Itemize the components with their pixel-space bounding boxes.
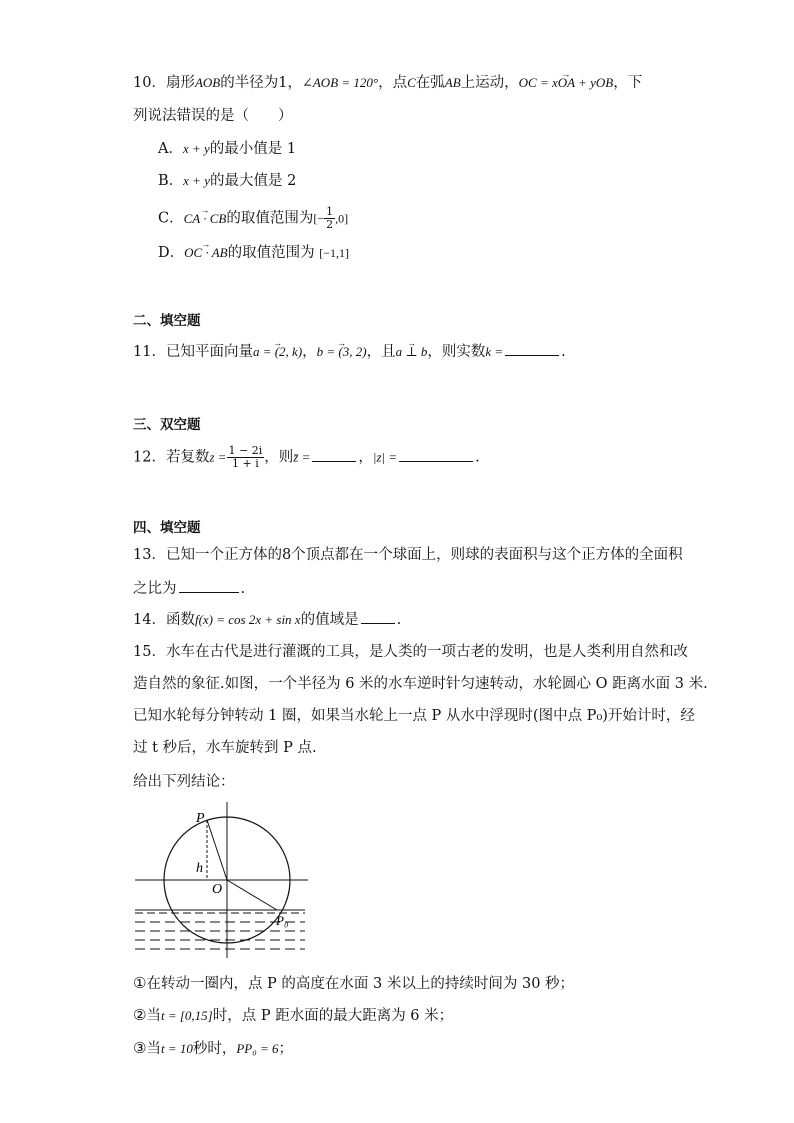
option-range: [−1,1] bbox=[319, 246, 349, 260]
q11-line bbox=[133, 341, 566, 362]
q12-fraction bbox=[227, 445, 265, 470]
q10-text: 的半径为1， bbox=[220, 75, 302, 91]
q15-conclusion-1 bbox=[133, 973, 574, 994]
q10-sector-name: AOB bbox=[194, 75, 221, 90]
q10-angle: ∠AOB = 120° bbox=[301, 75, 379, 90]
q10-text: 上运动， bbox=[460, 75, 519, 91]
answer-blank[interactable] bbox=[399, 447, 473, 462]
q15-line3: 已知水轮每分钟转动 1 圈，如果当水轮上一点 P 从水中浮现时(图中点 P₀)开始计时，经 bbox=[133, 708, 695, 724]
water-wheel-figure bbox=[130, 800, 310, 960]
q10-text: ，下 bbox=[613, 75, 643, 91]
option-label: C． bbox=[158, 210, 184, 227]
conclusion-text: 时，点 P 距水面的最大距离为 6 米； bbox=[212, 1008, 454, 1024]
q10-vector-equation: → OC = xOA + yOB bbox=[519, 73, 614, 93]
conclusion-text: 当 bbox=[146, 1041, 161, 1057]
option-expr: x + y bbox=[183, 173, 210, 188]
answer-blank[interactable] bbox=[505, 341, 559, 356]
q11-vector-a: → a = (2, k) bbox=[253, 342, 302, 362]
conclusion-text: 秒时， bbox=[192, 1041, 237, 1057]
q15-conclusion-3 bbox=[133, 1038, 293, 1059]
section-heading-2: 二、填空题 bbox=[133, 313, 201, 329]
q10-option-b bbox=[158, 171, 296, 191]
circled-number-2: ② bbox=[133, 1006, 147, 1024]
radius-op0 bbox=[227, 880, 277, 910]
q10-stem-line2: 列说法错误的是（ ） bbox=[133, 108, 293, 124]
q12-end: . bbox=[475, 449, 480, 466]
q10-text: ，点 bbox=[378, 75, 408, 91]
label-p: P bbox=[196, 811, 205, 826]
q12-text: ，则 bbox=[264, 449, 294, 466]
q13-line2 bbox=[133, 578, 245, 599]
option-text: 的取值范围为 bbox=[227, 245, 315, 261]
fraction-denominator: 2 bbox=[326, 218, 334, 231]
q15-conclusion-2 bbox=[133, 1005, 453, 1026]
q10-option-c bbox=[158, 206, 348, 231]
q12-abs-z: |z| = bbox=[372, 449, 398, 465]
circled-number-1: ① bbox=[133, 974, 147, 992]
circled-number-3: ③ bbox=[133, 1039, 147, 1057]
q11-text: ， bbox=[302, 344, 317, 360]
q14-end: . bbox=[396, 612, 402, 628]
conclusion-text: ； bbox=[278, 1041, 294, 1057]
label-p0: P₀ bbox=[276, 913, 289, 928]
fraction bbox=[324, 206, 335, 231]
q11-k: k = bbox=[485, 344, 504, 359]
q11-text: ，且 bbox=[366, 344, 396, 360]
q10-option-a bbox=[158, 139, 296, 159]
conclusion-expr: PP₀ = 6 bbox=[236, 1041, 279, 1056]
q11-text: 11．已知平面向量 bbox=[133, 344, 253, 360]
q13-end: . bbox=[240, 581, 246, 597]
option-label: D． bbox=[158, 245, 185, 261]
section-heading-4: 四、填空题 bbox=[133, 520, 201, 536]
conclusion-expr: t = 10 bbox=[160, 1041, 193, 1056]
option-text: 的最大值是 2 bbox=[209, 173, 297, 189]
q15-line5: 给出下列结论： bbox=[133, 774, 235, 790]
option-label: B． bbox=[158, 173, 184, 189]
q10-option-d bbox=[158, 243, 349, 263]
q12-z: z = bbox=[209, 449, 227, 465]
fraction-numerator: 1 bbox=[326, 205, 334, 218]
range-open: [− bbox=[313, 211, 325, 226]
q10-arc-ab: AB bbox=[444, 75, 461, 90]
q14-text: 14．函数 bbox=[133, 612, 195, 628]
q13-line1: 13．已知一个正方体的8个顶点都在一个球面上，则球的表面积与这个正方体的全面积 bbox=[133, 547, 683, 563]
option-text: 的取值范围为 bbox=[226, 210, 314, 227]
q10-text: 10．扇形 bbox=[133, 75, 195, 91]
q15-line4: 过 t 秒后，水车旋转到 P 点. bbox=[133, 740, 317, 756]
option-expr: → CA · CB bbox=[184, 209, 227, 229]
conclusion-expr: t = [0,15] bbox=[160, 1008, 213, 1023]
q11-perpendicular: → a ⊥ b bbox=[396, 342, 428, 362]
conclusion-text: 当 bbox=[146, 1008, 161, 1024]
answer-blank[interactable] bbox=[179, 578, 239, 593]
q11-vector-b: → b = (3, 2) bbox=[317, 342, 367, 362]
answer-blank[interactable] bbox=[361, 609, 395, 624]
answer-blank[interactable] bbox=[312, 447, 356, 462]
option-text: 的最小值是 1 bbox=[209, 141, 297, 157]
q14-line bbox=[133, 609, 401, 630]
q12-text: ， bbox=[358, 449, 373, 466]
radius-op bbox=[207, 820, 227, 880]
option-expr: x + y bbox=[182, 141, 210, 156]
fraction-numerator: 1 − 2i bbox=[228, 444, 263, 457]
q15-line1: 15．水车在古代是进行灌溉的工具，是人类的一项古老的发明，也是人类利用自然和改 bbox=[133, 644, 688, 660]
q10-point-c: C bbox=[407, 75, 416, 90]
q12-line bbox=[133, 445, 480, 470]
section-heading-3: 三、双空题 bbox=[133, 417, 201, 433]
label-o: O bbox=[212, 882, 223, 897]
q12-text: 12．若复数 bbox=[133, 449, 210, 466]
q10-text: 在弧 bbox=[415, 75, 445, 91]
label-h: h bbox=[196, 861, 203, 876]
q12-zbar: z̄ = bbox=[293, 449, 311, 465]
option-label: A． bbox=[158, 141, 183, 157]
q14-function: f(x) = cos 2x + sin x bbox=[194, 612, 301, 627]
q14-text: 的值域是 bbox=[300, 612, 359, 628]
q11-end: . bbox=[561, 344, 566, 360]
option-expr: → OC · AB bbox=[184, 243, 227, 263]
range-close: ,0] bbox=[335, 211, 349, 226]
q15-line2: 造自然的象征.如图，一个半径为 6 米的水车逆时针匀速转动，水轮圆心 O 距离水面 3 米. bbox=[133, 676, 708, 692]
q11-text: ，则实数 bbox=[427, 344, 486, 360]
conclusion-text: 在转动一圈内，点 P 的高度在水面 3 米以上的持续时间为 30 秒； bbox=[146, 976, 575, 992]
q13-text: 之比为 bbox=[133, 581, 177, 597]
q10-stem-line1 bbox=[133, 73, 642, 93]
fraction-denominator: 1 + i bbox=[232, 457, 259, 470]
